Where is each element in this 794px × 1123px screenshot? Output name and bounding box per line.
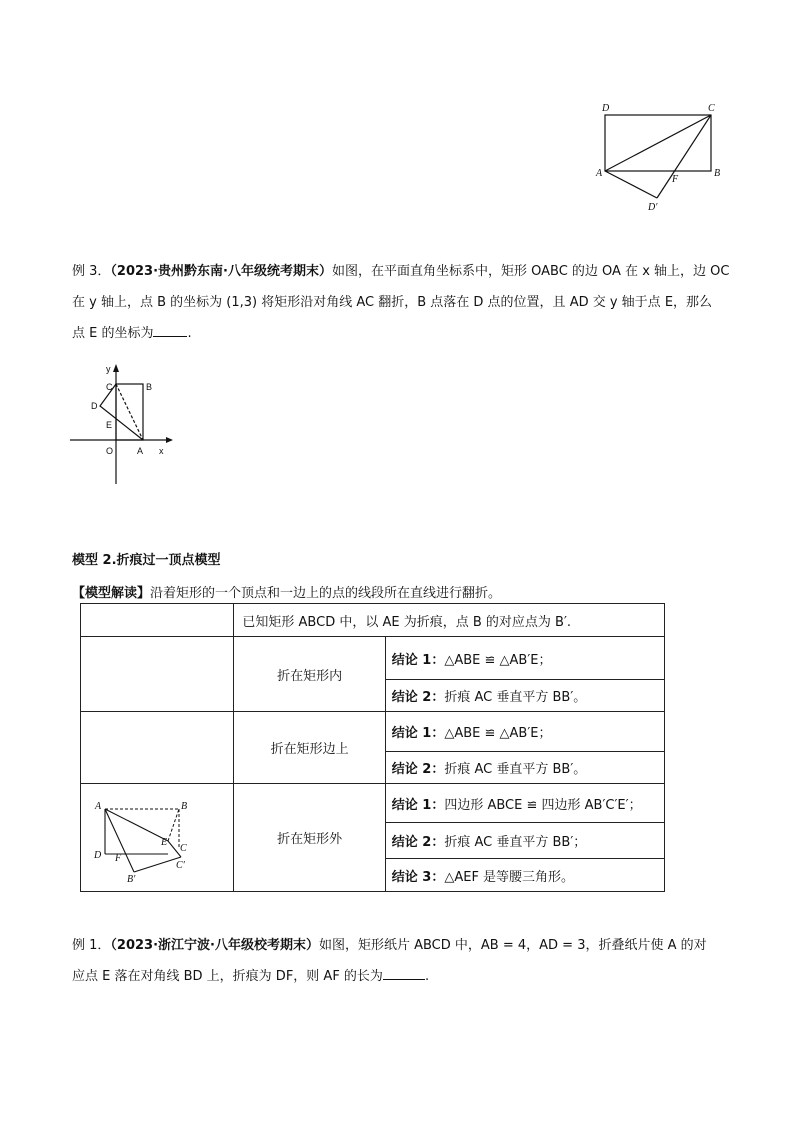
table-row xyxy=(81,712,665,752)
table-header-row xyxy=(81,604,665,637)
label-C: C xyxy=(708,103,715,114)
label-y: y xyxy=(106,364,111,374)
label-B: B xyxy=(146,382,153,392)
label-C: C xyxy=(106,382,113,392)
fig-label-Cprime: C′ xyxy=(176,859,185,871)
example-3-line-2: 在 y 轴上，点 B 的坐标为 (1,3) 将矩形沿对角线 AC 翻折，B 点落在 D 点的位置，且 AD 交 y 轴于点 E，那么 xyxy=(72,295,713,310)
fig-label-F: F xyxy=(115,852,122,864)
example-1-line-1-text: 如图，矩形纸片 ABCD 中，AB = 4，AD = 3，折叠纸片使 A 的对 xyxy=(318,938,707,953)
example-1-line-1 xyxy=(72,930,732,961)
example-1-paragraph xyxy=(72,930,732,992)
example-3-line-1-text: 如图，在平面直角坐标系中，矩形 OABC 的边 OA 在 x 轴上，边 OC xyxy=(331,264,730,279)
answer-blank[interactable] xyxy=(153,324,187,337)
model-2-heading: 模型 2.折痕过一顶点模型 xyxy=(72,553,221,568)
table-header: 已知矩形 ABCD 中，以 AE 为折痕，点 B 的对应点为 B′. xyxy=(234,604,665,637)
conclusion-cell: 结论 2：折痕 AC 垂直平方 BB′。 xyxy=(385,752,664,784)
label-O: O xyxy=(106,446,114,456)
label-Dprime: D′ xyxy=(648,202,658,213)
fig-label-A: A xyxy=(95,800,102,812)
figure-cell-inside xyxy=(81,637,234,712)
conclusion-cell: 结论 1：四边形 ABCE ≌ 四边形 AB′C′E′； xyxy=(385,784,664,823)
conclusion-cell: 结论 2：折痕 AC 垂直平方 BB′。 xyxy=(385,680,664,712)
intro-text: 沿着矩形的一个顶点和一边上的点的线段所在直线进行翻折。 xyxy=(150,586,502,601)
fig-label-Bprime: B′ xyxy=(127,873,136,883)
model-interpretation xyxy=(72,582,501,601)
example-1-prefix: 例 1． xyxy=(72,938,111,953)
answer-blank[interactable] xyxy=(383,967,425,980)
case-outside: 折在矩形外 xyxy=(234,784,385,892)
case-inside: 折在矩形内 xyxy=(234,637,385,712)
conclusion-cell: 结论 1：△ABE ≌ △AB′E； xyxy=(385,637,664,680)
example-3-prefix: 例 3． xyxy=(72,264,111,279)
label-F: F xyxy=(672,174,679,185)
conclusion-cell: 结论 2：折痕 AC 垂直平方 BB′； xyxy=(385,823,664,859)
coordinate-fold-figure xyxy=(70,362,180,488)
figure-cell-outside xyxy=(81,784,234,892)
fig-label-C: C xyxy=(180,842,187,854)
fig-label-E: E xyxy=(161,836,168,848)
model-table xyxy=(80,603,665,892)
figure-cell-edge xyxy=(81,712,234,784)
example-3-source: （2023·贵州黔东南·八年级统考期末） xyxy=(110,264,332,279)
table-row xyxy=(81,784,665,823)
header-empty-cell xyxy=(81,604,234,637)
case-edge: 折在矩形边上 xyxy=(234,712,385,784)
table-row xyxy=(81,637,665,680)
fold-outside-figure xyxy=(91,793,191,883)
example-3-line-1 xyxy=(72,256,732,287)
label-A: A xyxy=(137,446,144,456)
example-3-line-3: 点 E 的坐标为 . xyxy=(72,326,192,341)
conclusion-cell: 结论 3：△AEF 是等腰三角形。 xyxy=(385,859,664,892)
rectangle-fold-figure xyxy=(590,98,730,218)
example-3-paragraph xyxy=(72,256,732,349)
conclusion-cell: 结论 1：△ABE ≌ △AB′E； xyxy=(385,712,664,752)
label-B: B xyxy=(714,168,721,179)
label-E: E xyxy=(106,420,113,430)
label-D: D xyxy=(91,401,98,411)
fig-label-B: B xyxy=(181,800,188,812)
fig-label-D: D xyxy=(94,849,102,861)
example-1-source: （2023·浙江宁波·八年级校考期末） xyxy=(110,938,319,953)
label-A: A xyxy=(596,168,603,179)
intro-bracket: 【模型解读】 xyxy=(72,586,151,601)
example-1-line-2: 应点 E 落在对角线 BD 上，折痕为 DF，则 AF 的长为 . xyxy=(72,969,430,984)
label-x: x xyxy=(159,446,164,456)
label-D: D xyxy=(602,103,610,114)
